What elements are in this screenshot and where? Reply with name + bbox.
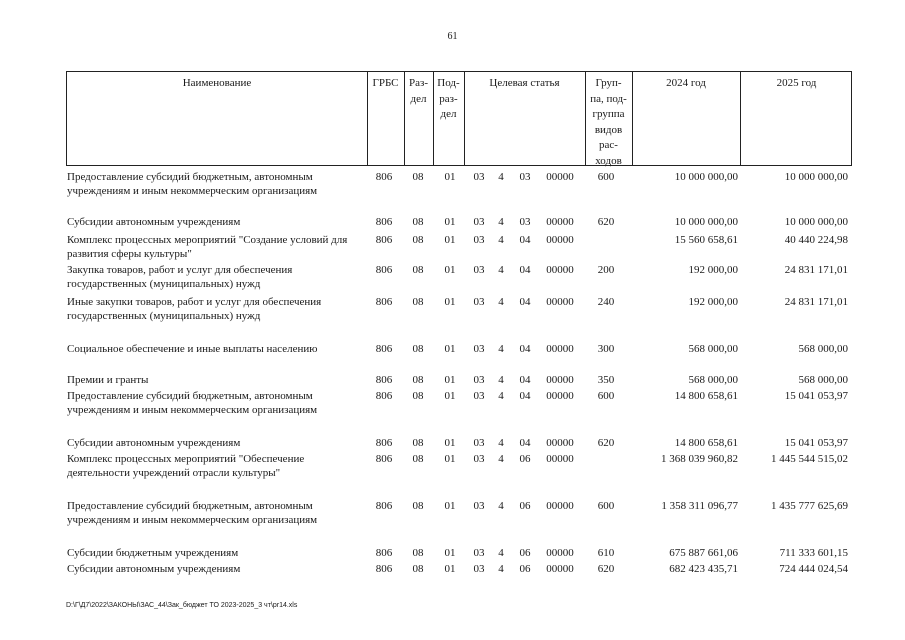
cell-y2024: 14 800 658,61 [674,390,738,402]
cell-t3: 04 [519,390,531,402]
cell-t3: 04 [519,437,531,449]
cell-y2025: 24 831 171,01 [784,264,848,276]
cell-t1: 03 [473,437,485,449]
cell-t3: 06 [519,453,531,465]
cell-name: Комплекс процессных мероприятий "Обеспечение деятельности учреждений отрасли культуры" [67,453,305,479]
cell-pr: 01 [444,374,456,386]
table-header [66,71,852,166]
cell-grbs: 806 [375,563,393,575]
cell-vr: 620 [597,563,615,575]
cell-y2025: 724 444 024,54 [779,563,848,575]
cell-pr: 01 [444,264,456,276]
cell-rz: 08 [412,171,424,183]
cell-y2024: 675 887 661,06 [669,547,738,559]
cell-name: Иные закупки товаров, работ и услуг для обеспечения государственных (муниципальных) нужд [67,296,322,322]
cell-t2: 4 [498,563,504,575]
cell-t3: 04 [519,296,531,308]
cell-t2: 4 [498,171,504,183]
cell-y2025: 711 333 601,15 [779,547,848,559]
cell-t1: 03 [473,547,485,559]
cell-t2: 4 [498,453,504,465]
cell-pr: 01 [444,343,456,355]
cell-grbs: 806 [375,296,393,308]
cell-t2: 4 [498,234,504,246]
cell-y2024: 192 000,00 [688,296,738,308]
cell-y2025: 10 000 000,00 [784,216,848,228]
cell-name: Закупка товаров, работ и услуг для обеспечения государственных (муниципальных) нужд [67,264,293,290]
cell-t4: 00000 [546,216,574,228]
cell-y2024: 14 800 658,61 [674,437,738,449]
cell-y2024: 15 560 658,61 [674,234,738,246]
cell-grbs: 806 [375,343,393,355]
cell-name: Премии и гранты [67,374,149,386]
cell-pr: 01 [444,216,456,228]
cell-vr: 620 [597,437,615,449]
cell-t2: 4 [498,547,504,559]
cell-t3: 04 [519,264,531,276]
header-razdel: Раз- дел [408,77,428,105]
cell-vr: 600 [597,390,615,402]
cell-y2024: 568 000,00 [688,374,738,386]
cell-pr: 01 [444,563,456,575]
cell-rz: 08 [412,343,424,355]
cell-rz: 08 [412,500,424,512]
cell-y2024: 1 368 039 960,82 [661,453,738,465]
cell-grbs: 806 [375,264,393,276]
cell-t4: 00000 [546,343,574,355]
cell-t4: 00000 [546,390,574,402]
cell-y2024: 682 423 435,71 [669,563,738,575]
cell-t3: 04 [519,374,531,386]
header-2025: 2025 год [776,77,817,89]
cell-t4: 00000 [546,296,574,308]
cell-t3: 03 [519,216,531,228]
cell-t3: 04 [519,343,531,355]
cell-rz: 08 [412,390,424,402]
cell-vr: 200 [597,264,615,276]
cell-grbs: 806 [375,437,393,449]
cell-rz: 08 [412,453,424,465]
cell-name: Субсидии автономным учреждениям [67,563,241,575]
cell-y2025: 15 041 053,97 [784,437,848,449]
header-expense-group: Груп- па, под- группа видов рас- ходов [590,77,627,167]
cell-name: Социальное обеспечение и иные выплаты населению [67,343,318,355]
cell-pr: 01 [444,171,456,183]
header-2024: 2024 год [666,77,706,89]
cell-name: Субсидии автономным учреждениям [67,216,241,228]
cell-t1: 03 [473,453,485,465]
cell-t1: 03 [473,374,485,386]
cell-y2024: 10 000 000,00 [674,216,738,228]
header-grbs: ГРБС [372,77,399,89]
cell-rz: 08 [412,563,424,575]
cell-y2025: 24 831 171,01 [784,296,848,308]
cell-t1: 03 [473,234,485,246]
cell-t4: 00000 [546,171,574,183]
cell-t4: 00000 [546,374,574,386]
cell-t2: 4 [498,437,504,449]
cell-t1: 03 [473,216,485,228]
cell-y2024: 10 000 000,00 [674,171,738,183]
cell-name: Субсидии бюджетным учреждениям [67,547,239,559]
cell-t2: 4 [498,216,504,228]
cell-pr: 01 [444,453,456,465]
cell-grbs: 806 [375,547,393,559]
cell-y2025: 1 445 544 515,02 [771,453,848,465]
cell-grbs: 806 [375,234,393,246]
cell-y2025: 1 435 777 625,69 [771,500,848,512]
cell-grbs: 806 [375,390,393,402]
cell-t2: 4 [498,500,504,512]
cell-t2: 4 [498,390,504,402]
cell-t1: 03 [473,343,485,355]
cell-vr: 600 [597,171,615,183]
cell-y2024: 568 000,00 [688,343,738,355]
cell-name: Субсидии автономным учреждениям [67,437,241,449]
cell-vr: 620 [597,216,615,228]
cell-vr: 300 [597,343,615,355]
cell-t3: 06 [519,563,531,575]
cell-t3: 04 [519,234,531,246]
cell-t2: 4 [498,343,504,355]
cell-t3: 06 [519,547,531,559]
cell-y2025: 568 000,00 [798,343,848,355]
cell-pr: 01 [444,437,456,449]
header-target-article: Целевая статья [489,77,560,89]
cell-grbs: 806 [375,453,393,465]
cell-grbs: 806 [375,374,393,386]
cell-t2: 4 [498,296,504,308]
cell-t1: 03 [473,264,485,276]
cell-t3: 06 [519,500,531,512]
cell-t1: 03 [473,563,485,575]
cell-rz: 08 [412,547,424,559]
cell-grbs: 806 [375,500,393,512]
cell-t4: 00000 [546,563,574,575]
cell-rz: 08 [412,296,424,308]
cell-rz: 08 [412,234,424,246]
cell-t3: 03 [519,171,531,183]
cell-y2024: 192 000,00 [688,264,738,276]
cell-y2025: 568 000,00 [798,374,848,386]
cell-t4: 00000 [546,547,574,559]
cell-t1: 03 [473,296,485,308]
cell-pr: 01 [444,234,456,246]
cell-y2024: 1 358 311 096,77 [661,500,738,512]
cell-pr: 01 [444,390,456,402]
cell-t4: 00000 [546,500,574,512]
cell-name: Предоставление субсидий бюджетным, автономным учреждениям и иным некоммерческим организациям [67,390,318,416]
cell-t4: 00000 [546,234,574,246]
cell-t2: 4 [498,374,504,386]
cell-pr: 01 [444,296,456,308]
cell-grbs: 806 [375,216,393,228]
page-number: 61 [447,31,458,42]
cell-vr: 600 [597,500,615,512]
cell-t4: 00000 [546,453,574,465]
cell-rz: 08 [412,374,424,386]
cell-grbs: 806 [375,171,393,183]
cell-vr: 610 [597,547,615,559]
cell-t2: 4 [498,264,504,276]
cell-t4: 00000 [546,264,574,276]
cell-pr: 01 [444,547,456,559]
header-name: Наименование [182,77,252,89]
cell-t1: 03 [473,390,485,402]
header-podrazdel: Под- раз- дел [437,77,460,120]
cell-vr: 350 [597,374,615,386]
cell-vr: 240 [597,296,615,308]
cell-name: Комплекс процессных мероприятий "Создание условий для развития сферы культуры" [67,234,348,260]
cell-rz: 08 [412,437,424,449]
cell-name: Предоставление субсидий бюджетным, автономным учреждениям и иным некоммерческим организациям [67,500,318,526]
cell-y2025: 40 440 224,98 [784,234,848,246]
cell-y2025: 15 041 053,97 [784,390,848,402]
cell-name: Предоставление субсидий бюджетным, автономным учреждениям и иным некоммерческим организациям [67,171,318,197]
cell-t1: 03 [473,500,485,512]
cell-t1: 03 [473,171,485,183]
cell-rz: 08 [412,216,424,228]
cell-pr: 01 [444,500,456,512]
file-path-footer: D:\Г\Д7\2022\ЗАКОНЫ\ЗАС_44\Зак_бюджет ТО 2023-2025_3 чт\pr14.xls [66,602,298,609]
cell-t4: 00000 [546,437,574,449]
cell-y2025: 10 000 000,00 [784,171,848,183]
cell-rz: 08 [412,264,424,276]
